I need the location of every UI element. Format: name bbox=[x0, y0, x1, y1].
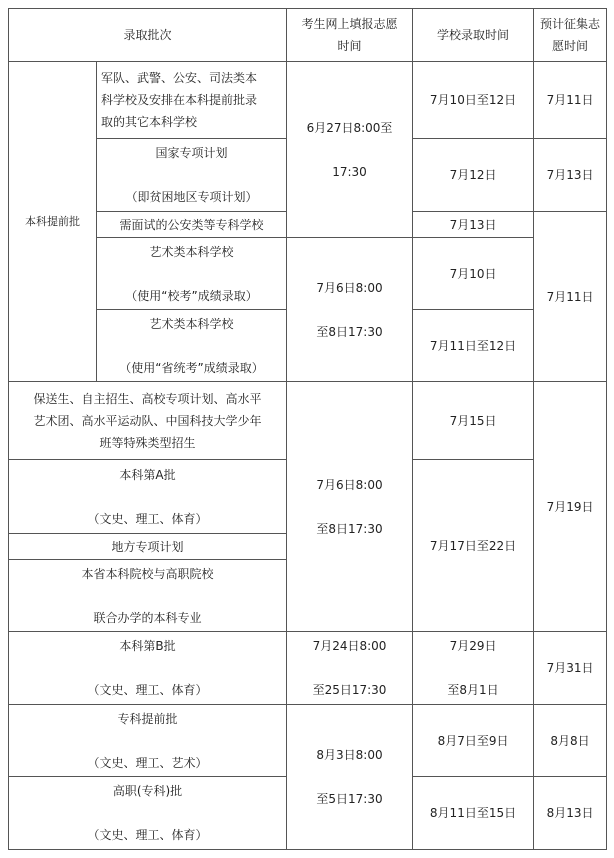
row-military bbox=[9, 62, 607, 139]
cell-local: 地方专项计划 bbox=[9, 534, 287, 560]
cell-national: 国家专项计划 （即贫困地区专项计划） bbox=[97, 139, 287, 212]
cell-joint: 本省本科院校与高职院校 联合办学的本科专业 bbox=[9, 560, 287, 632]
fill-early: 6月27日8:00至 17:30 bbox=[287, 62, 413, 238]
cell-vocational-early: 专科提前批 （文史、理工、艺术） bbox=[9, 705, 287, 777]
sol-voc: 8月13日 bbox=[534, 777, 607, 850]
header-admit-time: 学校录取时间 bbox=[413, 9, 534, 62]
fill-b: 7月24日8:00 至25日17:30 bbox=[287, 632, 413, 705]
admit-military: 7月10日至12日 bbox=[413, 62, 534, 139]
row-vocational-early bbox=[9, 705, 607, 777]
cell-interview: 需面试的公安类等专科学校 bbox=[97, 212, 287, 238]
header-fill-time: 考生网上填报志愿 时间 bbox=[287, 9, 413, 62]
admit-national: 7月12日 bbox=[413, 139, 534, 212]
cell-special: 保送生、自主招生、高校专项计划、高水平 艺术团、高水平运动队、中国科技大学少年 班等特殊类型招生 bbox=[9, 382, 287, 460]
row-special bbox=[9, 382, 607, 460]
header-solicit-time: 预计征集志 愿时间 bbox=[534, 9, 607, 62]
admit-voc: 8月11日至15日 bbox=[413, 777, 534, 850]
admit-art-prov: 7月11日至12日 bbox=[413, 310, 534, 382]
admit-b: 7月29日 至8月1日 bbox=[413, 632, 534, 705]
admit-interview: 7月13日 bbox=[413, 212, 534, 238]
fill-a: 7月6日8:00 至8日17:30 bbox=[287, 382, 413, 632]
admit-special: 7月15日 bbox=[413, 382, 534, 460]
sol-b: 7月31日 bbox=[534, 632, 607, 705]
admission-schedule-table bbox=[8, 8, 607, 850]
sol-military: 7月11日 bbox=[534, 62, 607, 139]
cell-vocational: 高职(专科)批 （文史、理工、体育） bbox=[9, 777, 287, 850]
cell-batch-a: 本科第A批 （文史、理工、体育） bbox=[9, 460, 287, 534]
header-row bbox=[9, 9, 607, 62]
header-batch: 录取批次 bbox=[9, 9, 287, 62]
admit-voc-early: 8月7日至9日 bbox=[413, 705, 534, 777]
row-batch-b bbox=[9, 632, 607, 705]
cell-batch-b: 本科第B批 （文史、理工、体育） bbox=[9, 632, 287, 705]
sol-voc-early: 8月8日 bbox=[534, 705, 607, 777]
early-batch-label: 本科提前批 bbox=[9, 62, 97, 382]
sol-art: 7月11日 bbox=[534, 212, 607, 382]
sol-national: 7月13日 bbox=[534, 139, 607, 212]
fill-art: 7月6日8:00 至8日17:30 bbox=[287, 238, 413, 382]
cell-art-provincial: 艺术类本科学校 （使用“省统考”成绩录取） bbox=[97, 310, 287, 382]
admit-a: 7月17日至22日 bbox=[413, 460, 534, 632]
cell-military: 军队、武警、公安、司法类本 科学校及安排在本科提前批录 取的其它本科学校 bbox=[97, 62, 287, 139]
cell-art-school: 艺术类本科学校 （使用“校考”成绩录取） bbox=[97, 238, 287, 310]
row-art-school bbox=[9, 238, 607, 310]
fill-voc: 8月3日8:00 至5日17:30 bbox=[287, 705, 413, 850]
admit-art-school: 7月10日 bbox=[413, 238, 534, 310]
sol-a: 7月19日 bbox=[534, 382, 607, 632]
